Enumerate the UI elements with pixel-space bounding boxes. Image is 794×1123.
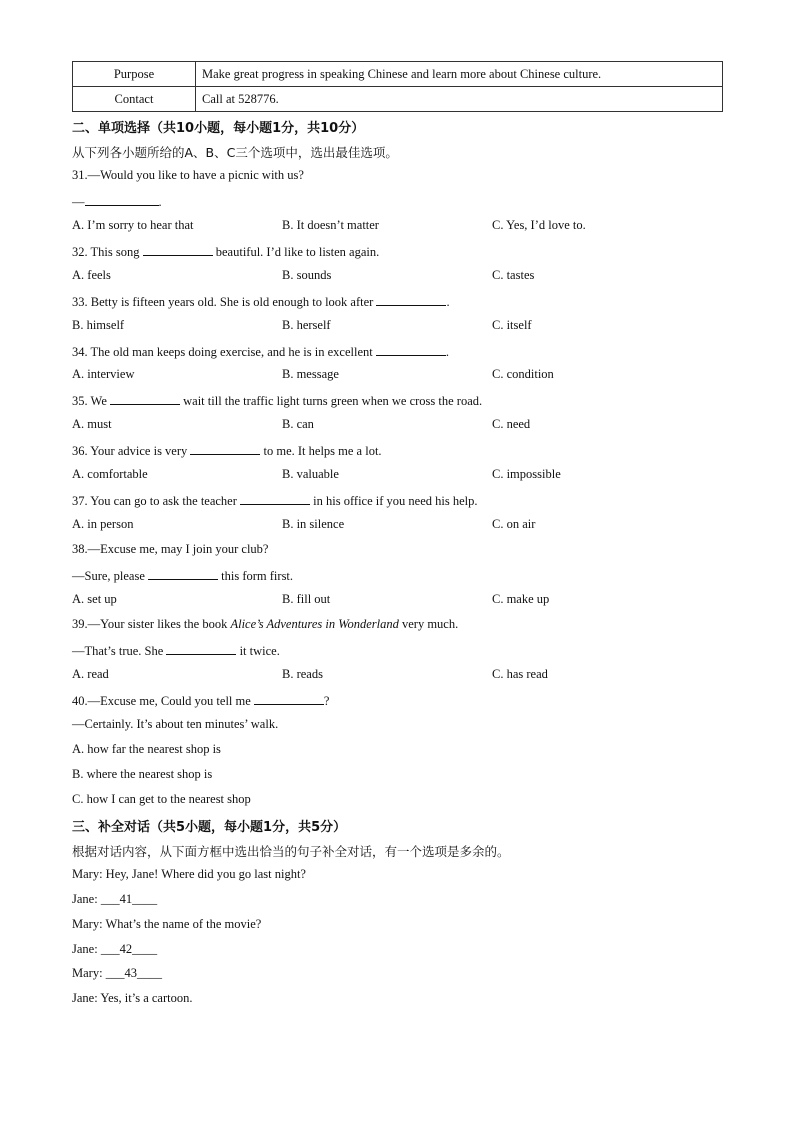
answer-blank[interactable]	[143, 243, 213, 256]
dialogue-line	[72, 892, 157, 907]
question-33-stem	[72, 293, 450, 310]
option-c: C. need	[492, 417, 531, 431]
option-a: A. set up	[72, 592, 117, 606]
stem-text: this form first.	[218, 569, 294, 583]
question-40-stem	[72, 692, 329, 709]
table-key: Purpose	[73, 62, 196, 87]
option-c: C. make up	[492, 592, 550, 606]
question-38-reply	[72, 567, 293, 584]
option-b: B. sounds	[282, 268, 332, 282]
question-31-stem: 31.—Would you like to have a picnic with us?	[72, 168, 304, 182]
answer-blank[interactable]	[166, 642, 236, 655]
section-2-title: 二、单项选择（共10小题，每小题1分，共10分）	[72, 121, 365, 136]
stem-text: .	[445, 345, 449, 359]
option-a: A. comfortable	[72, 467, 148, 481]
stem-text: 33. Betty is fifteen years old. She is old enough to look after	[72, 295, 377, 309]
dialogue-line	[72, 942, 157, 957]
section-3-instruction: 根据对话内容，从下面方框中选出恰当的句子补全对话，有一个选项是多余的。	[72, 844, 510, 859]
question-40-reply: —Certainly. It’s about ten minutes’ walk.	[72, 717, 279, 731]
table-value: Make great progress in speaking Chinese and learn more about Chinese culture.	[196, 62, 723, 87]
option-c: C. has read	[492, 667, 548, 681]
stem-text: —That’s true. She	[72, 644, 167, 658]
stem-text: 37. You can go to ask the teacher	[72, 494, 241, 508]
option-a: A. read	[72, 667, 109, 681]
answer-blank-43[interactable]: ___43____	[105, 966, 162, 980]
stem-text: beautiful. I’d like to listen again.	[212, 245, 380, 259]
stem-text: 40.—Excuse me, Could you tell me	[72, 694, 254, 708]
dialogue-line: Mary: Hey, Jane! Where did you go last night?	[72, 867, 306, 881]
dialogue-line: Mary: What’s the name of the movie?	[72, 917, 262, 931]
stem-text: 39.—Your sister likes the book	[72, 617, 231, 631]
stem-text: —Sure, please	[72, 569, 149, 583]
stem-text: 35. We	[72, 394, 110, 408]
section-2-instruction: 从下列各小题所给的A、B、C三个选项中，选出最佳选项。	[72, 145, 398, 160]
question-38-stem: 38.—Excuse me, may I join your club?	[72, 542, 269, 556]
stem-text: 34. The old man keeps doing exercise, and he is in excellent	[72, 345, 376, 359]
option-b: B. reads	[282, 667, 323, 681]
question-36-stem	[72, 442, 382, 459]
speaker: Jane:	[72, 892, 101, 906]
speaker: Mary:	[72, 966, 106, 980]
question-37-stem	[72, 492, 477, 509]
answer-blank[interactable]	[376, 293, 446, 306]
option-b: B. can	[282, 417, 314, 431]
table-key: Contact	[73, 87, 196, 112]
answer-blank-42[interactable]: ___42____	[100, 942, 158, 956]
speaker: Jane:	[72, 942, 101, 956]
stem-text: it twice.	[236, 644, 280, 658]
option-a: B. himself	[72, 318, 125, 332]
info-table	[72, 61, 723, 112]
option-a: A. feels	[72, 268, 111, 282]
option-c: C. condition	[492, 367, 554, 381]
answer-blank[interactable]	[190, 442, 260, 455]
reply-dash: —	[72, 195, 85, 209]
option-a: A. interview	[72, 367, 135, 381]
option-b: B. where the nearest shop is	[72, 767, 213, 781]
book-title: Alice’s Adventures in Wonderland	[230, 617, 399, 631]
option-c: C. tastes	[492, 268, 535, 282]
answer-blank[interactable]	[110, 392, 180, 405]
answer-blank[interactable]	[148, 567, 218, 580]
option-b: B. It doesn’t matter	[282, 218, 379, 232]
answer-blank[interactable]	[85, 193, 159, 206]
option-b: B. herself	[282, 318, 331, 332]
stem-text: in his office if you need his help.	[310, 494, 478, 508]
stem-text: ?	[323, 694, 330, 708]
answer-blank[interactable]	[376, 343, 446, 356]
question-35-stem	[72, 392, 482, 409]
dialogue-line	[72, 966, 162, 981]
stem-text: .	[446, 295, 450, 309]
option-a: A. I’m sorry to hear that	[72, 218, 194, 232]
option-b: B. message	[282, 367, 339, 381]
table-value: Call at 528776.	[196, 87, 723, 112]
question-39-stem	[72, 617, 458, 632]
question-39-reply	[72, 642, 280, 659]
stem-text: to me. It helps me a lot.	[260, 444, 382, 458]
answer-blank[interactable]	[240, 492, 310, 505]
option-a: A. how far the nearest shop is	[72, 742, 221, 756]
option-c: C. how I can get to the nearest shop	[72, 792, 251, 806]
option-a: A. in person	[72, 517, 134, 531]
table-row	[73, 87, 723, 112]
question-31-reply: — .	[72, 195, 162, 209]
question-32-stem	[72, 243, 379, 260]
option-c: C. on air	[492, 517, 536, 531]
answer-blank-41[interactable]: ___41____	[100, 892, 158, 906]
stem-text: very much.	[398, 617, 459, 631]
option-a: A. must	[72, 417, 112, 431]
stem-text: 32. This song	[72, 245, 143, 259]
option-b: B. fill out	[282, 592, 331, 606]
option-c: C. impossible	[492, 467, 561, 481]
section-3-title: 三、补全对话（共5小题，每小题1分，共5分）	[72, 820, 347, 835]
stem-text: 36. Your advice is very	[72, 444, 191, 458]
option-b: B. valuable	[282, 467, 339, 481]
answer-blank[interactable]	[254, 692, 324, 705]
option-b: B. in silence	[282, 517, 345, 531]
table-row	[73, 62, 723, 87]
dialogue-line: Jane: Yes, it’s a cartoon.	[72, 991, 193, 1005]
option-c: C. itself	[492, 318, 532, 332]
stem-text: wait till the traffic light turns green when we cross the road.	[180, 394, 483, 408]
question-34-stem	[72, 343, 449, 360]
option-c: C. Yes, I’d love to.	[492, 218, 586, 232]
